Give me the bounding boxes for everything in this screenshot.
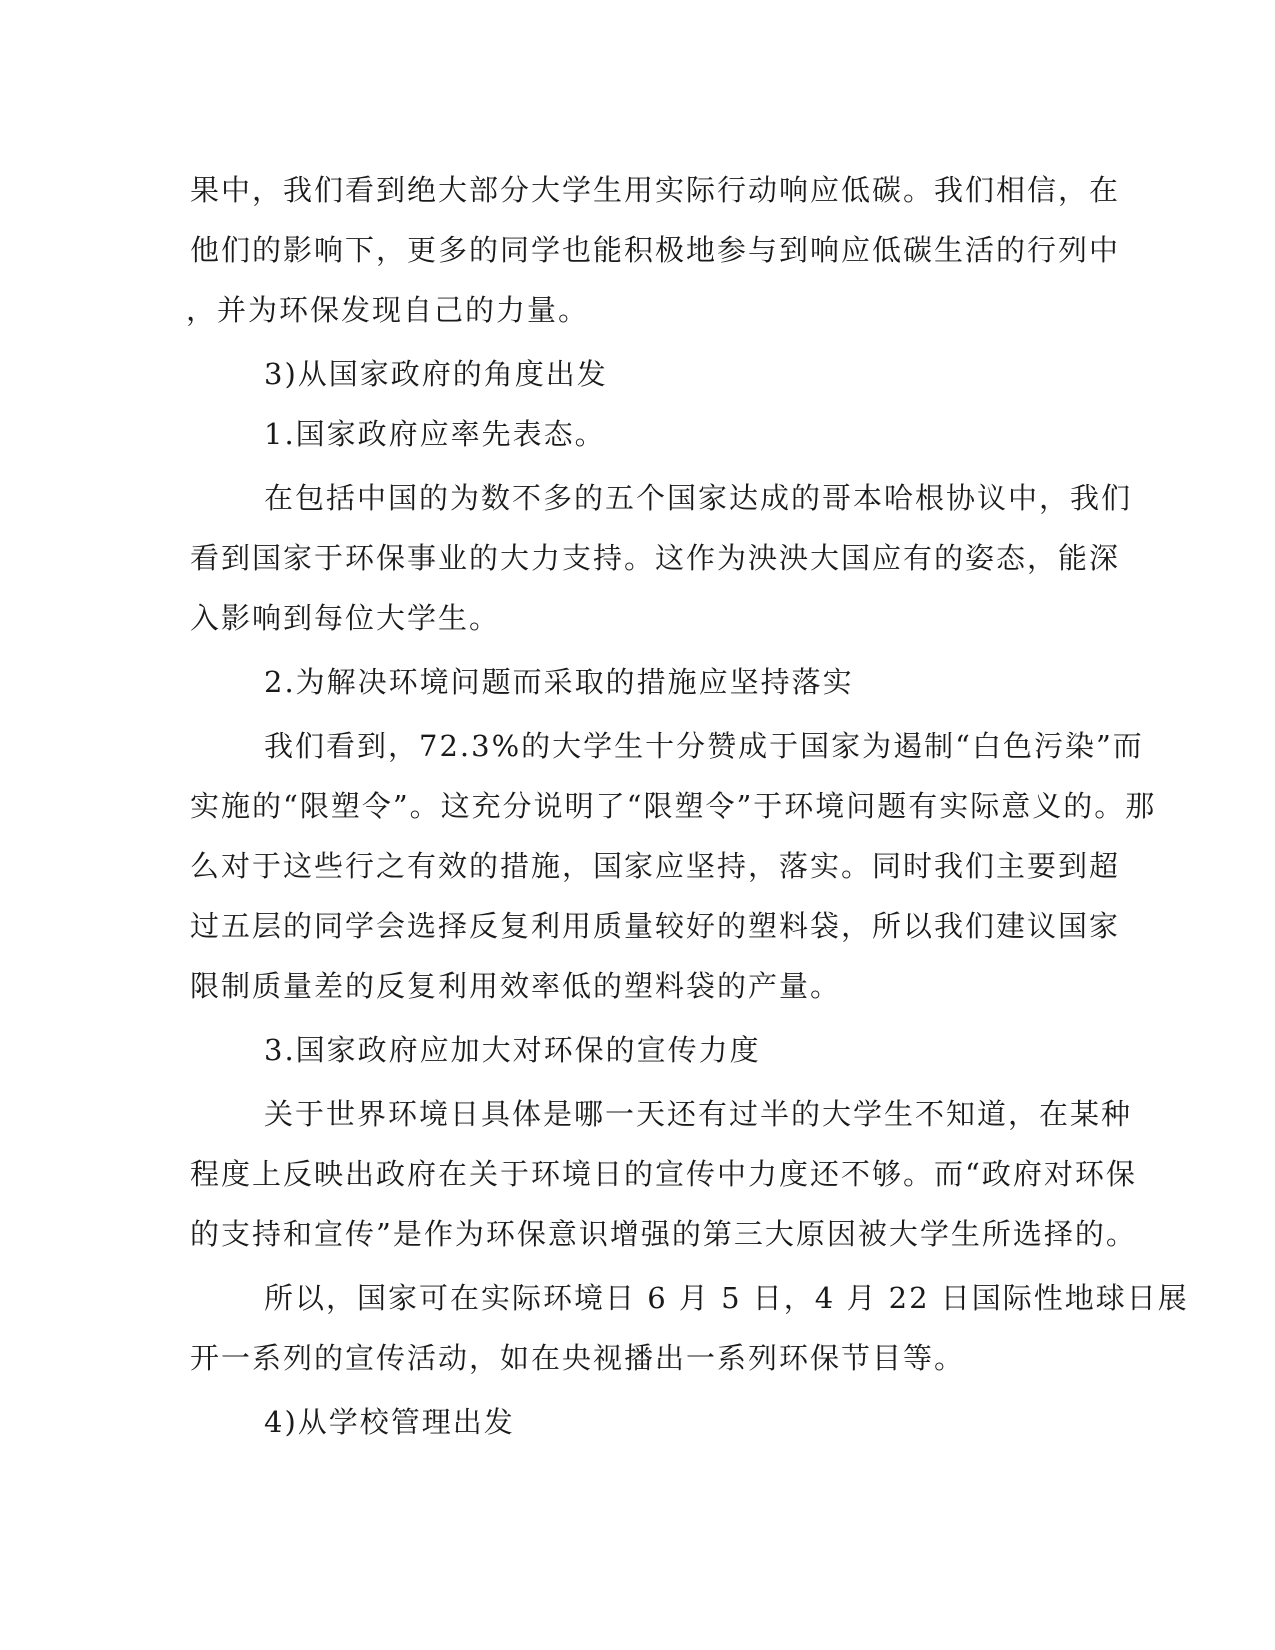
section-heading: 4)从学校管理出发	[264, 1405, 515, 1439]
text-line: 果中，我们看到绝大部分大学生用实际行动响应低碳。我们相信，在	[190, 173, 1121, 207]
subsection-heading: 1.国家政府应率先表态。	[264, 417, 606, 451]
text-line: 在包括中国的为数不多的五个国家达成的哥本哈根协议中，我们	[264, 481, 1133, 515]
text-line: 关于世界环境日具体是哪一天还有过半的大学生不知道，在某种	[264, 1097, 1133, 1131]
text-line: 入影响到每位大学生。	[190, 601, 501, 635]
text-line: ，并为环保发现自己的力量。	[186, 293, 590, 327]
text-line: 实施的“限塑令”。这充分说明了“限塑令”于环境问题有实际意义的。那	[190, 789, 1157, 823]
text-line: 限制质量差的反复利用效率低的塑料袋的产量。	[190, 969, 842, 1003]
text-line: 开一系列的宣传活动，如在央视播出一系列环保节目等。	[190, 1341, 966, 1375]
subsection-heading: 2.为解决环境问题而采取的措施应坚持落实	[264, 665, 854, 699]
text-line: 所以，国家可在实际环境日 6 月 5 日，4 月 22 日国际性地球日展	[264, 1281, 1189, 1315]
text-line: 的支持和宣传”是作为环保意识增强的第三大原因被大学生所选择的。	[190, 1217, 1137, 1251]
subsection-heading: 3.国家政府应加大对环保的宣传力度	[264, 1033, 761, 1067]
text-line: 他们的影响下，更多的同学也能积极地参与到响应低碳生活的行列中	[190, 233, 1121, 267]
text-line: 我们看到，72.3%的大学生十分赞成于国家为遏制“白色污染”而	[264, 729, 1144, 763]
text-line: 么对于这些行之有效的措施，国家应坚持，落实。同时我们主要到超	[190, 849, 1121, 883]
text-line: 程度上反映出政府在关于环境日的宣传中力度还不够。而“政府对环保	[190, 1157, 1137, 1191]
text-line: 过五层的同学会选择反复利用质量较好的塑料袋，所以我们建议国家	[190, 909, 1121, 943]
text-line: 看到国家于环保事业的大力支持。这作为泱泱大国应有的姿态，能深	[190, 541, 1121, 575]
section-heading: 3)从国家政府的角度出发	[264, 357, 608, 391]
